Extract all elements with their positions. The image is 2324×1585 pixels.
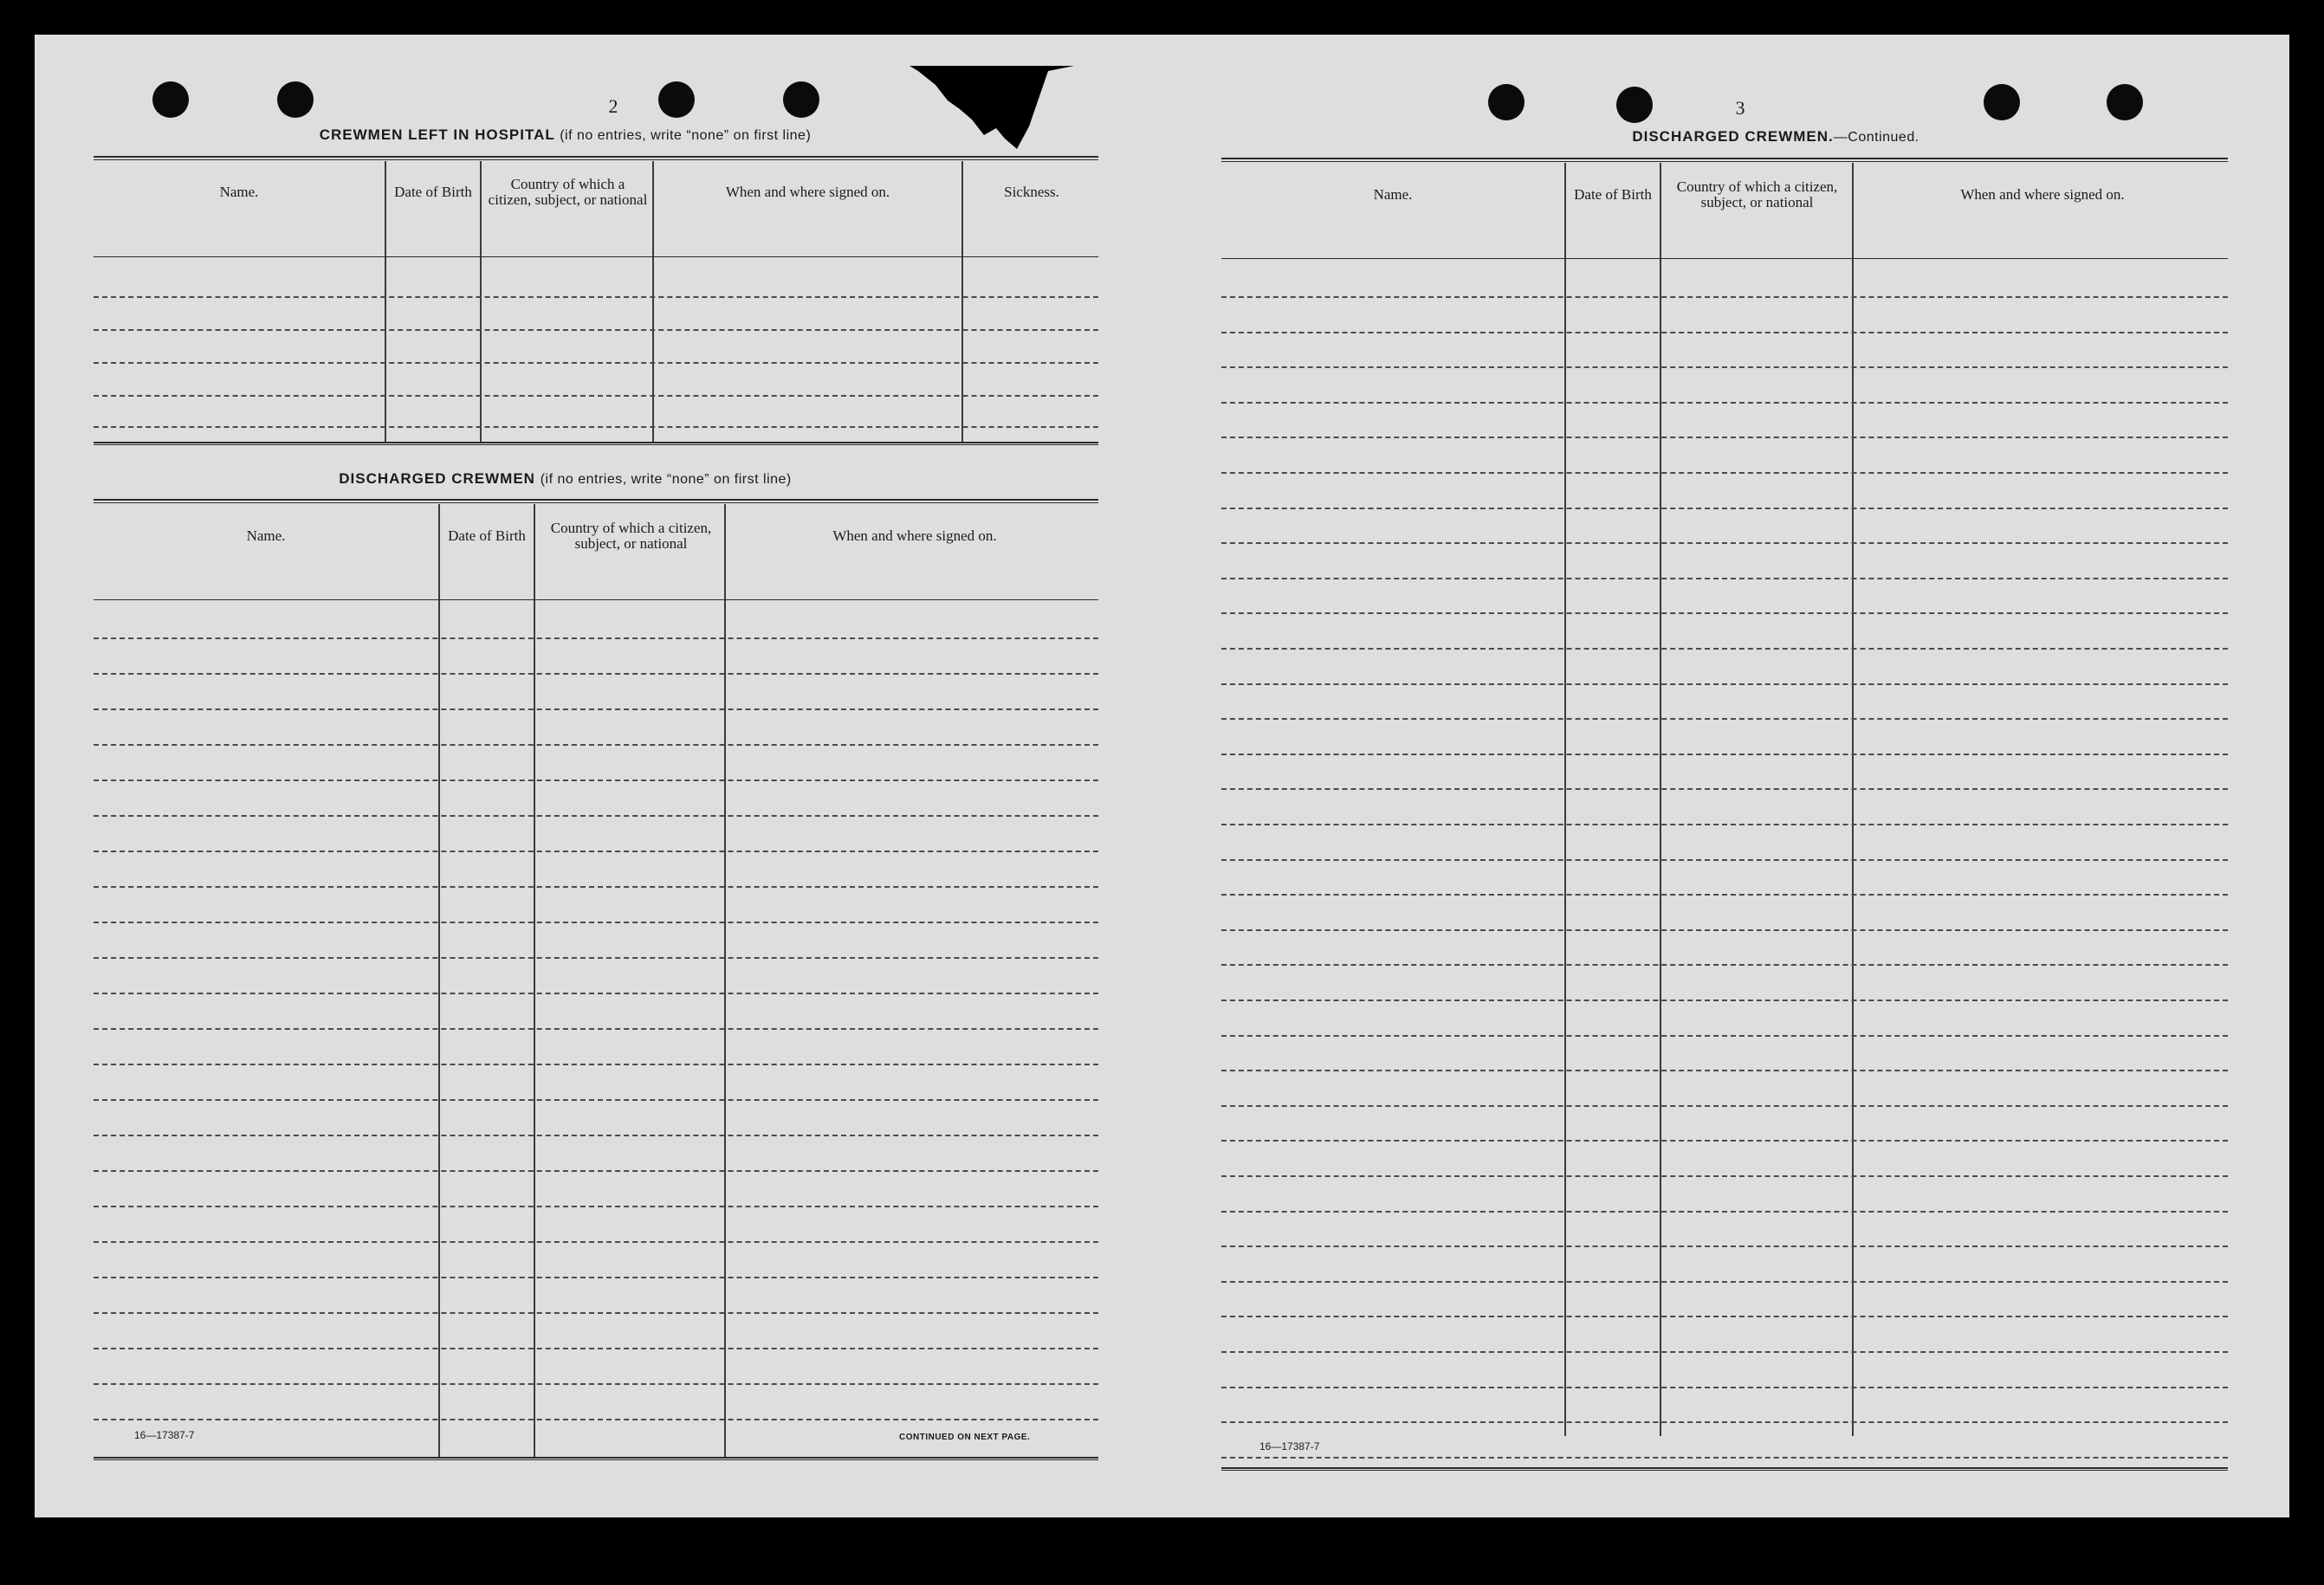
discharged-title-text: DISCHARGED CREWMEN	[339, 470, 535, 487]
discharged-continued-text: DISCHARGED CREWMEN.	[1632, 128, 1834, 145]
entry-line	[1221, 1387, 2228, 1388]
entry-line	[1221, 1175, 2228, 1177]
entry-line	[1221, 648, 2228, 650]
entry-line	[1221, 1140, 2228, 1142]
entry-line	[1221, 718, 2228, 720]
form-sheet	[35, 35, 2289, 1517]
discharged-table-left	[94, 499, 1098, 1460]
discharged-col-country: Country of which a citizen, subject, or national	[550, 520, 712, 552]
punch-hole	[2107, 84, 2143, 120]
entry-line	[1221, 1457, 2228, 1459]
right-col-date-of-birth: Date of Birth	[1574, 186, 1652, 203]
discharged-continued-title	[1559, 128, 1992, 146]
entry-line	[1221, 894, 2228, 896]
entry-line	[94, 780, 1098, 781]
entry-line	[1221, 1035, 2228, 1037]
entry-line	[1221, 1316, 2228, 1317]
entry-line	[1221, 296, 2228, 298]
form-number-left: 16—17387-7	[134, 1429, 195, 1441]
entry-line	[94, 815, 1098, 817]
entry-line	[94, 1348, 1098, 1349]
entry-line	[1221, 1245, 2228, 1247]
punch-hole	[1616, 87, 1653, 123]
hospital-section-title	[95, 126, 1035, 144]
entry-line	[1221, 754, 2228, 755]
discharged-table-right	[1221, 158, 2228, 1474]
entry-line	[94, 1064, 1098, 1065]
right-col-name: Name.	[1373, 186, 1413, 203]
entry-line	[1221, 472, 2228, 474]
hospital-col-sickness: Sickness.	[1004, 184, 1059, 200]
entry-line	[94, 957, 1098, 959]
entry-line	[94, 1099, 1098, 1101]
entry-line	[1221, 1281, 2228, 1283]
entry-line	[1221, 542, 2228, 544]
hospital-col-date-of-birth: Date of Birth	[394, 184, 472, 200]
entry-line	[94, 886, 1098, 888]
entry-line	[94, 1206, 1098, 1207]
entry-line	[1221, 402, 2228, 404]
punch-hole	[152, 81, 189, 118]
hospital-table	[94, 156, 1098, 446]
entry-line	[94, 1277, 1098, 1278]
entry-line	[1221, 824, 2228, 825]
entry-line	[1221, 437, 2228, 438]
right-col-country: Country of which a citizen, subject, or national	[1676, 178, 1838, 210]
entry-line	[1221, 1105, 2228, 1107]
continued-note: CONTINUED ON NEXT PAGE.	[899, 1433, 1031, 1442]
entry-line	[94, 851, 1098, 852]
punch-hole	[277, 81, 314, 118]
entry-line	[94, 744, 1098, 746]
discharged-section-title	[95, 470, 1035, 488]
discharged-col-signed-on: When and where signed on.	[832, 527, 997, 544]
entry-line	[94, 993, 1098, 994]
entry-line	[94, 637, 1098, 639]
right-col-signed-on: When and where signed on.	[1960, 186, 2125, 203]
punch-hole	[1984, 84, 2020, 120]
form-number-right: 16—17387-7	[1259, 1440, 1320, 1452]
entry-line	[1221, 683, 2228, 685]
torn-edge	[910, 66, 1074, 161]
entry-line	[1221, 929, 2228, 931]
discharged-continued-note: —Continued.	[1833, 130, 1919, 145]
discharged-col-name: Name.	[246, 527, 286, 544]
entry-line	[1221, 332, 2228, 333]
hospital-col-country: Country of which a citizen, subject, or national	[488, 176, 648, 208]
discharged-title-note: (if no entries, write “none” on first line)	[540, 472, 792, 487]
entry-line	[94, 1419, 1098, 1420]
entry-line	[94, 1383, 1098, 1385]
entry-line	[1221, 1211, 2228, 1213]
punch-hole	[658, 81, 695, 118]
entry-line	[1221, 964, 2228, 966]
entry-line	[94, 1028, 1098, 1030]
entry-line	[1221, 859, 2228, 861]
entry-line	[1221, 1070, 2228, 1071]
entry-line	[1221, 366, 2228, 368]
entry-line	[94, 1241, 1098, 1243]
entry-line	[1221, 578, 2228, 579]
entry-line	[1221, 788, 2228, 790]
punch-hole	[783, 81, 819, 118]
entry-line	[1221, 1351, 2228, 1353]
entry-line	[94, 1312, 1098, 1314]
page-number-left: 2	[608, 95, 618, 117]
entry-line	[1221, 508, 2228, 509]
punch-hole	[1488, 84, 1525, 120]
entry-line	[1221, 612, 2228, 614]
discharged-col-date-of-birth: Date of Birth	[448, 527, 526, 544]
hospital-col-name: Name.	[219, 184, 259, 200]
entry-line	[94, 1135, 1098, 1136]
entry-line	[94, 922, 1098, 923]
hospital-title-text: CREWMEN LEFT IN HOSPITAL	[319, 126, 555, 143]
entry-line	[94, 673, 1098, 675]
entry-line	[1221, 1421, 2228, 1423]
entry-line	[94, 708, 1098, 710]
page-number-right: 3	[1735, 97, 1745, 119]
entry-line	[94, 1170, 1098, 1172]
entry-line	[1221, 1000, 2228, 1001]
hospital-col-signed-on: When and where signed on.	[725, 184, 890, 200]
hospital-title-note: (if no entries, write “none” on first line)	[560, 128, 812, 143]
